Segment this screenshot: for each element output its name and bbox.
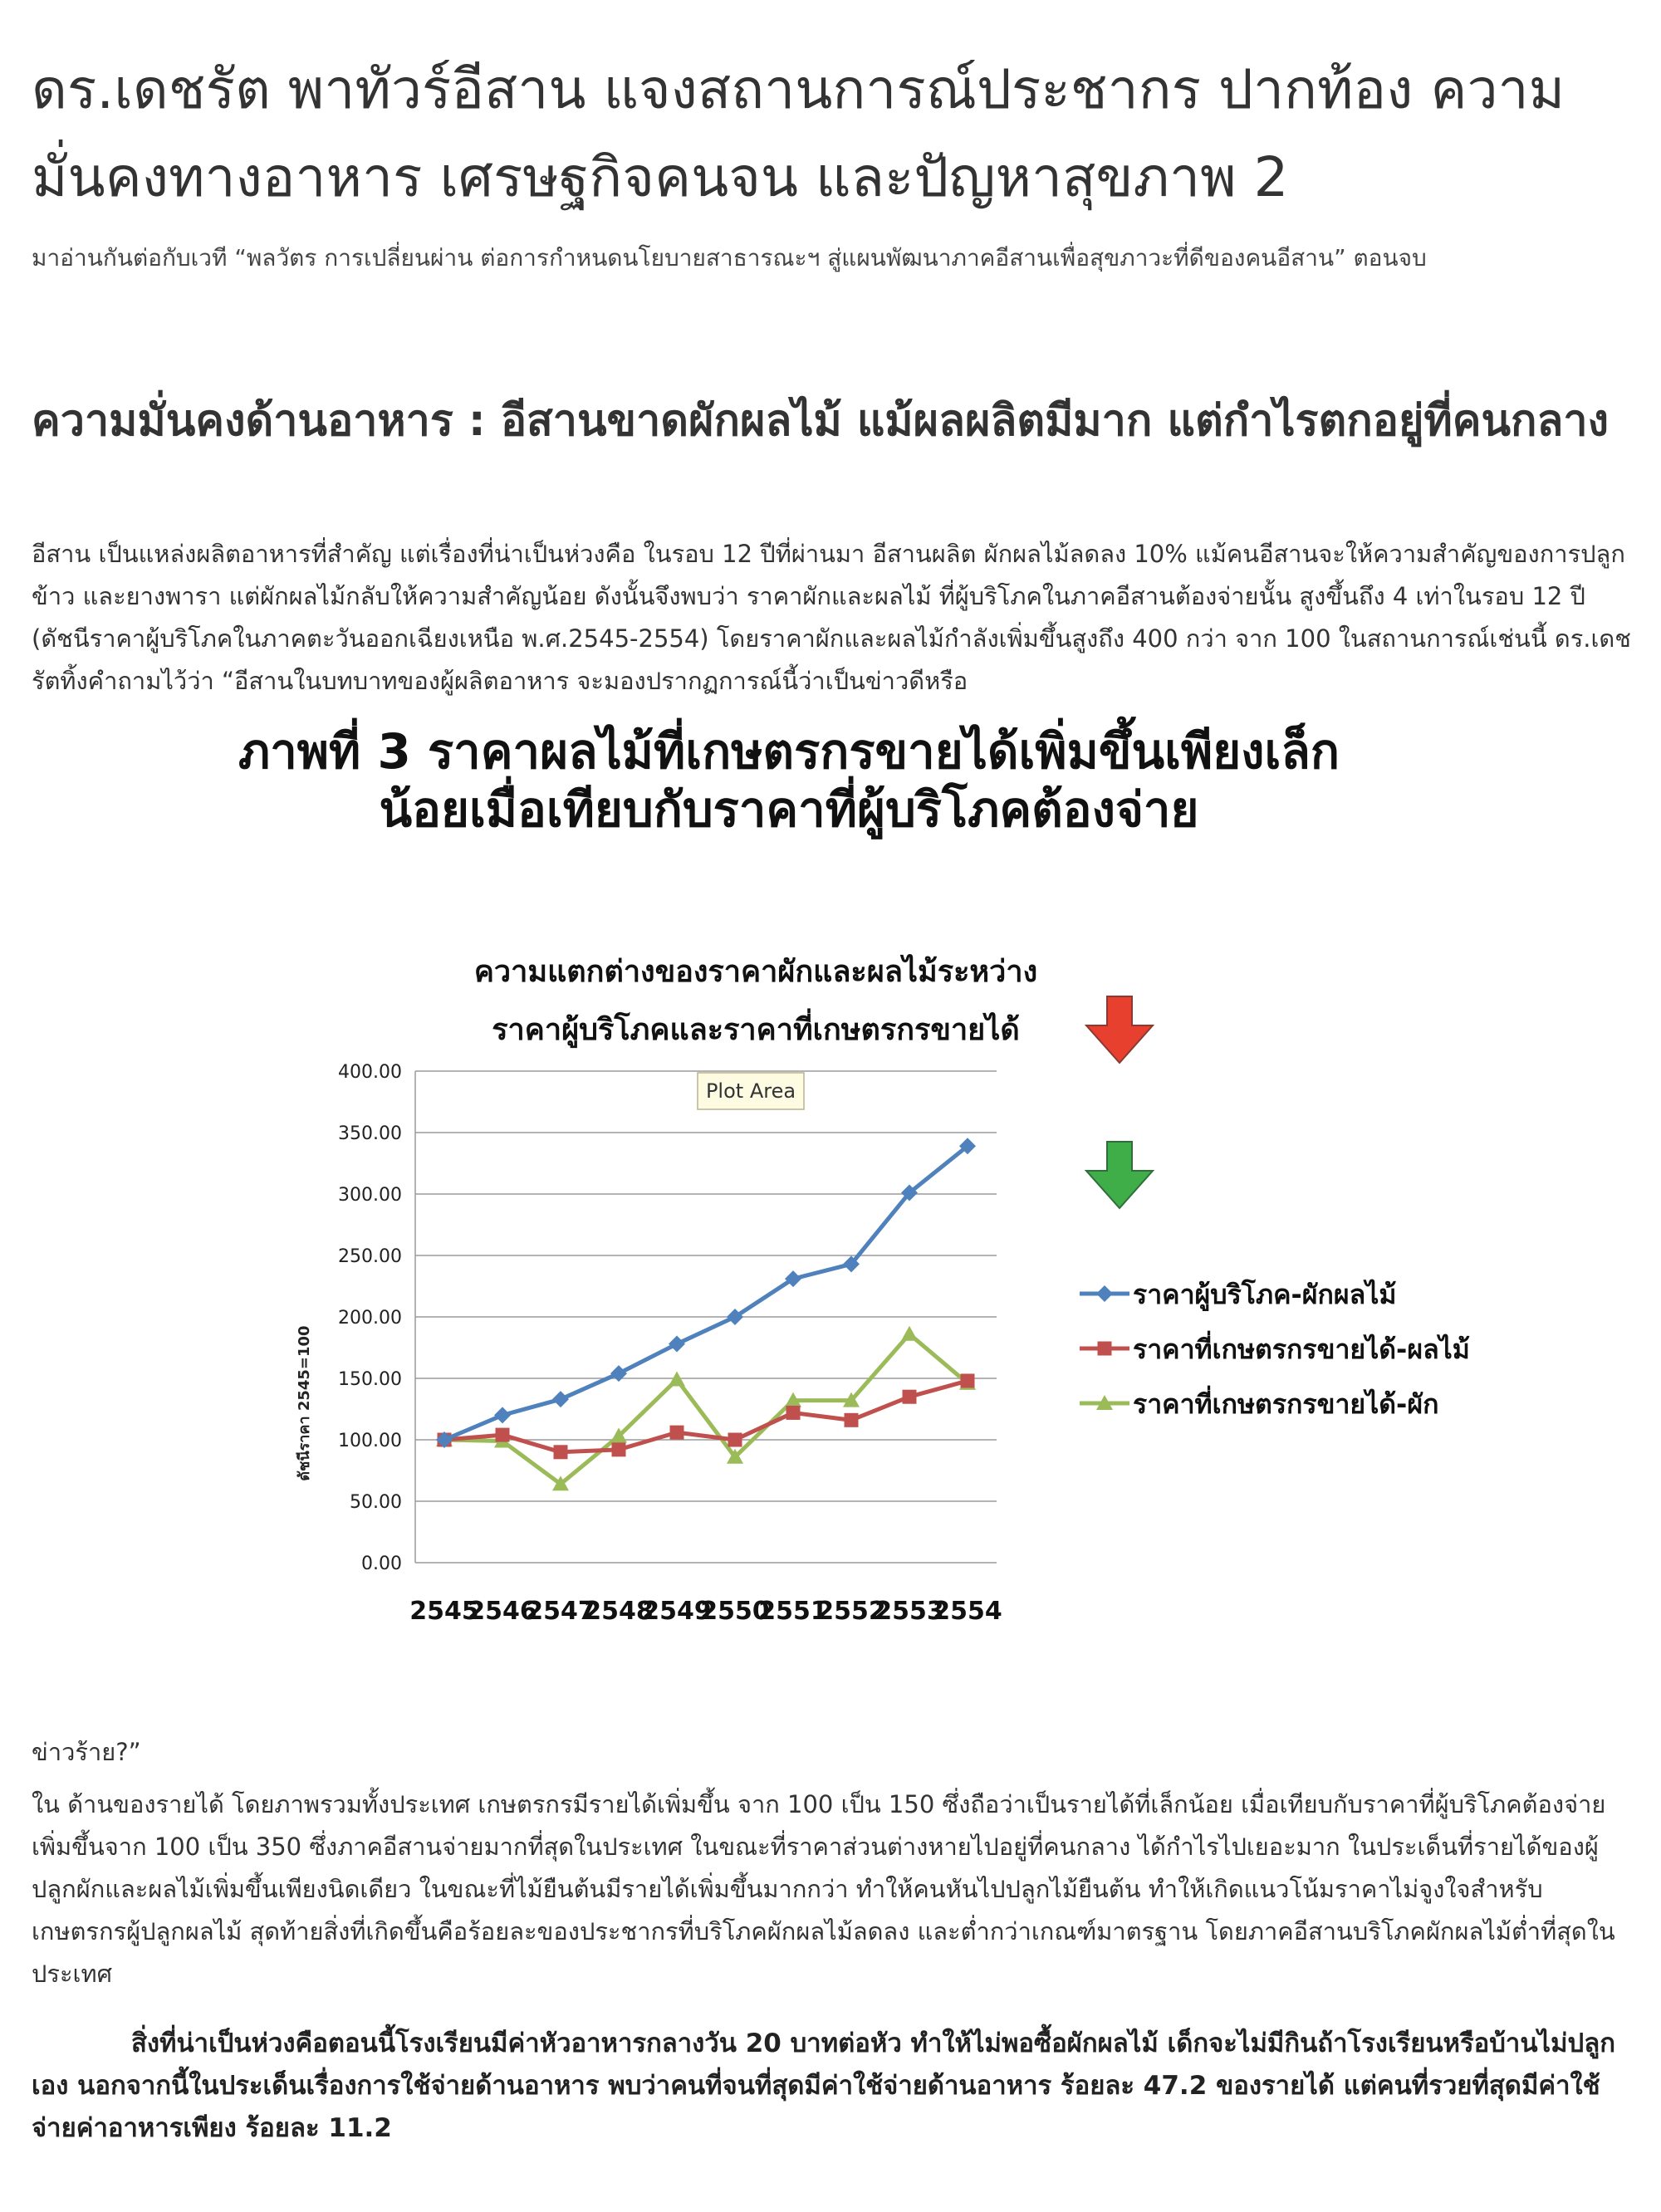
x-axis-ticks (409, 1597, 1002, 1626)
data-point-square (670, 1426, 684, 1440)
legend-item (1080, 1385, 1438, 1420)
y-tick-label: 200.00 (338, 1308, 402, 1329)
data-point-diamond (552, 1391, 569, 1407)
paragraph-3: สิ่งที่น่าเป็นห่วงคือตอนนี้โรงเรียนมีค่าหัวอาหารกลางวัน 20 บาทต่อหัว ทำให้ไม่พอซื้อผักผลไม้ เด็กจะไม่มีกินถ้าโรงเรียนหรือบ้านไม่ปลูกเอง นอกจากนี้ในประเด็นเรื่องการใช้จ่ายด้านอาหาร พบว่าคนที่จนที่สุดมีค่าใช้จ่ายด้านอาหาร ร้อยละ 47.2 ของรายได้ แต่คนที่รวยที่สุดมีค่าใช้จ่ายค่าอาหารเพียง ร้อยละ 11.2 (32, 2028, 1615, 2143)
y-tick-label: 150.00 (338, 1369, 402, 1390)
data-point-square (728, 1433, 742, 1447)
y-tick-label: 250.00 (338, 1246, 402, 1267)
plot-area-tooltip-text: Plot Area (705, 1079, 796, 1103)
legend-label: ราคาที่เกษตรกรขายได้-ผลไม้ (1133, 1334, 1470, 1365)
data-point-square (554, 1445, 568, 1459)
data-point-square (612, 1442, 626, 1456)
x-tick-label: 2545 (409, 1597, 479, 1626)
data-point-square (496, 1428, 510, 1442)
x-tick-label: 2551 (758, 1597, 828, 1626)
x-tick-label: 2546 (468, 1597, 537, 1626)
red-down-arrow-icon (1086, 996, 1153, 1063)
x-tick-label: 2547 (526, 1597, 595, 1626)
y-tick-label: 0.00 (361, 1554, 402, 1574)
figure-caption-line-1: ภาพที่ 3 ราคาผลไม้ที่เกษตรกรขายได้เพิ่มขึ้นเพียงเล็ก (238, 723, 1340, 780)
y-tick-label: 350.00 (338, 1123, 402, 1144)
x-tick-label: 2548 (584, 1597, 654, 1626)
data-point-diamond (1096, 1285, 1113, 1302)
data-point-triangle (901, 1326, 918, 1341)
data-point-diamond (494, 1407, 511, 1423)
x-tick-label: 2553 (875, 1597, 944, 1626)
data-point-diamond (669, 1336, 685, 1353)
data-point-square (903, 1390, 917, 1404)
chart-title-line-2: ราคาผู้บริโภคและราคาที่เกษตรกรขายได้ (492, 1013, 1020, 1047)
y-axis-label: ดัชนีราคา 2545=100 (296, 1325, 313, 1481)
legend-item (1080, 1279, 1396, 1312)
section-heading: ความมั่นคงด้านอาหาร : อีสานขาดผักผลไม้ แม้ผลผลิตมีมาก แต่กำไรตกอยู่ที่คนกลาง (32, 396, 1609, 446)
x-tick-label: 2554 (933, 1597, 1002, 1626)
series-3 (436, 1326, 976, 1491)
chart-grid (415, 1071, 997, 1563)
legend-item (1080, 1330, 1470, 1365)
article-subtitle: มาอ่านกันต่อกับเวที “พลวัตร การเปลี่ยนผ่าน ต่อการกำหนดนโยบายสาธารณะฯ สู่แผนพัฒนาภาคอีสานเพื่อสุขภาวะที่ดีของคนอีสาน” ตอนจบ (32, 244, 1427, 272)
figure-caption (83, 722, 1495, 839)
figure-caption-line-2: น้อยเมื่อเทียบกับราคาที่ผู้บริโภคต้องจ่าย (379, 781, 1199, 838)
legend-label: ราคาที่เกษตรกรขายได้-ผัก (1133, 1388, 1439, 1420)
y-tick-label: 100.00 (338, 1431, 402, 1451)
article-title: ดร.เดชรัต พาทัวร์อีสาน แจงสถานการณ์ประชากร ปากท้อง ความมั่นคงทางอาหาร เศรษฐกิจคนจน และปัญหาสุขภาพ 2 (32, 57, 1565, 209)
plot-area-tooltip (698, 1073, 804, 1109)
x-tick-label: 2549 (642, 1597, 712, 1626)
data-point-square (961, 1373, 975, 1387)
figure-3 (83, 714, 1495, 1769)
x-tick-label: 2552 (816, 1597, 886, 1626)
y-tick-label: 300.00 (338, 1185, 402, 1206)
data-point-square (786, 1406, 801, 1420)
y-axis-ticks (338, 1062, 402, 1574)
y-tick-label: 50.00 (350, 1492, 402, 1513)
price-line-chart (216, 938, 1470, 1669)
legend-label: ราคาผู้บริโภค-ผักผลไม้ (1133, 1279, 1397, 1310)
green-down-arrow-icon (1086, 1142, 1153, 1208)
series-line (444, 1146, 968, 1440)
chart-series (436, 1138, 976, 1490)
y-tick-label: 400.00 (338, 1062, 402, 1083)
paragraph-1-end: ข่าวร้าย?” (32, 1738, 141, 1766)
data-point-square (1098, 1342, 1112, 1356)
chart-title-line-1: ความแตกต่างของราคาผักและผลไม้ระหว่าง (473, 955, 1038, 989)
paragraph-1: อีสาน เป็นแหล่งผลิตอาหารที่สำคัญ แต่เรื่องที่น่าเป็นห่วงคือ ในรอบ 12 ปีที่ผ่านมา อีสานผลิต ผักผลไม้ลดลง 10% แม้คนอีสานจะให้ความสำคัญของการปลูกข้าว และยางพารา แต่ผักผลไม้กลับให้ความสำคัญน้อย ดังนั้นจึงพบว่า ราคาผักและผลไม้ ที่ผู้บริโภคในภาคอีสานต้องจ่ายนั้น สูงขึ้นถึง 4 เท่าในรอบ 12 ปี (ดัชนีราคาผู้บริโภคในภาคตะวันออกเฉียงเหนือ พ.ศ.2545-2554) โดยราคาผักและผลไม้กำลังเพิ่มขึ้นสูงถึง 400 กว่า จาก 100 ในสถานการณ์เช่นนี้ ดร.เดชรัตทิ้งคำถามไว้ว่า “อีสานในบทบาทของผู้ผลิตอาหาร จะมองปรากฏการณ์นี้ว่าเป็นข่าวดีหรือ (32, 540, 1631, 695)
chart-legend (1080, 1279, 1470, 1420)
paragraph-2: ใน ด้านของรายได้ โดยภาพรวมทั้งประเทศ เกษตรกรมีรายได้เพิ่มขึ้น จาก 100 เป็น 150 ซึ่งถือว่าเป็นรายได้ที่เล็กน้อย เมื่อเทียบกับราคาที่ผู้บริโภคต้องจ่ายเพิ่มขึ้นจาก 100 เป็น 350 ซึ่งภาคอีสานจ่ายมากที่สุดในประเทศ ในขณะที่ราคาส่วนต่างหายไปอยู่ที่คนกลาง ได้กำไรไปเยอะมาก ในประเด็นที่รายได้ของผู้ปลูกผักและผลไม้เพิ่มขึ้นเพียงนิดเดียว ในขณะที่ไม้ยืนต้นมีรายได้เพิ่มขึ้นมากกว่า ทำให้คนหันไปปลูกไม้ยืนต้น ทำให้เกิดแนวโน้มราคาไม่จูงใจสำหรับเกษตรกรผู้ปลูกผลไม้ สุดท้ายสิ่งที่เกิดขึ้นคือร้อยละของประชากรที่บริโภคผักผลไม้ลดลง และต่ำกว่าเกณฑ์มาตรฐาน โดยภาคอีสานบริโภคผักผลไม้ต่ำที่สุดในประเทศ (32, 1790, 1615, 1988)
data-point-diamond (610, 1365, 627, 1382)
data-point-square (845, 1413, 859, 1427)
x-tick-label: 2550 (700, 1597, 770, 1626)
